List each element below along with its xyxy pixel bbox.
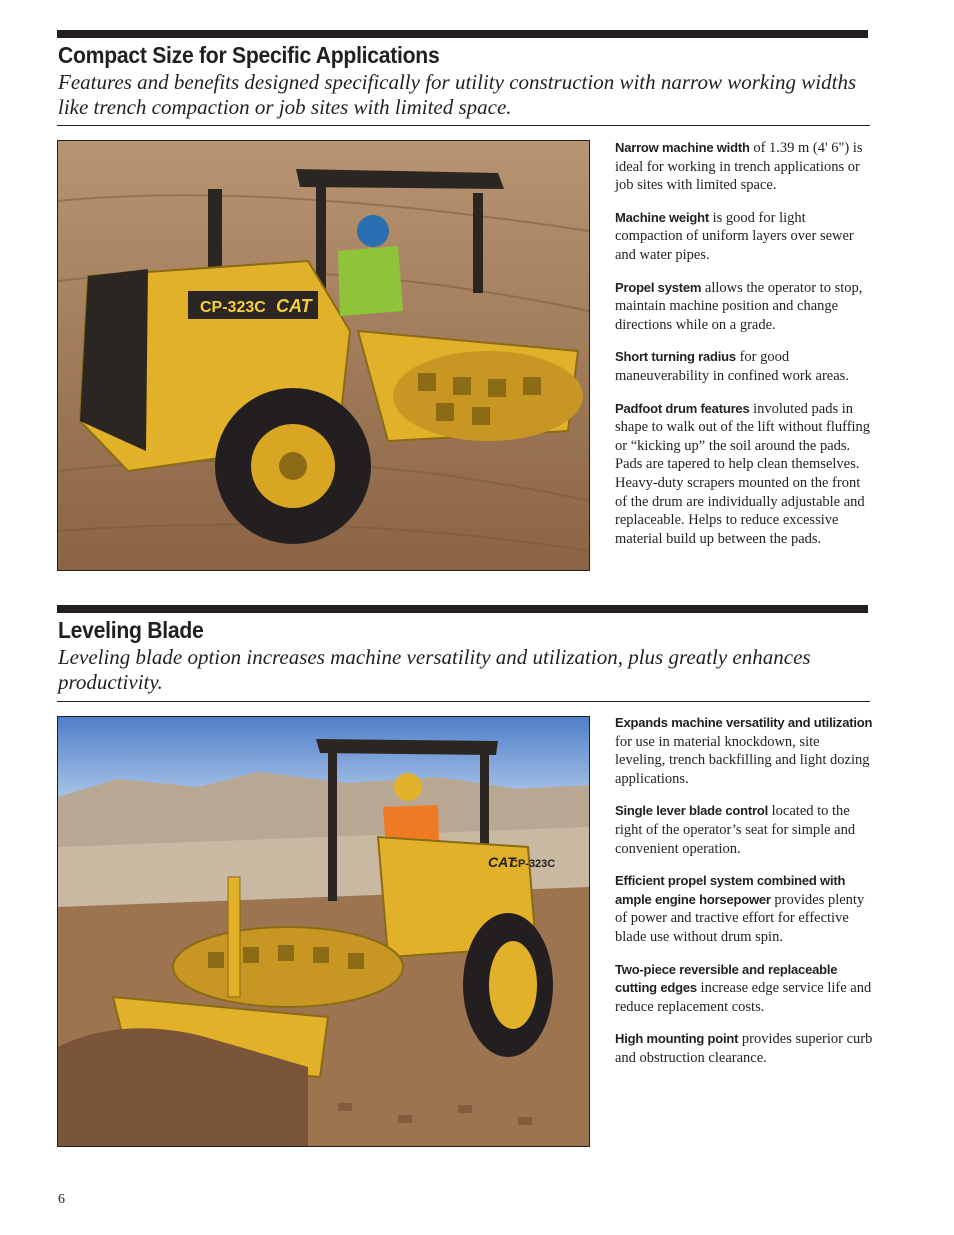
feature-term: Expands machine versatility and utilization xyxy=(615,715,873,730)
feature-text: is good for light compaction of uniform layers over sewer and water pipes. xyxy=(615,209,854,263)
feature-list xyxy=(615,139,873,562)
feature-text: provides superior curb and obstruction clearance. xyxy=(615,1031,873,1066)
feature-text: provides plenty of power and tractive effort for effective blade use without drum spin. xyxy=(615,891,865,945)
feature-term: Machine weight xyxy=(615,209,709,225)
cat-logo: CAT xyxy=(488,854,516,870)
leveling-blade-photo xyxy=(57,716,590,1147)
section-top-bar xyxy=(57,605,868,613)
feature-item xyxy=(615,348,873,385)
model-decal: CP-323C xyxy=(510,858,556,870)
feature-term: Efficient propel system combined with ample engine horsepower xyxy=(615,873,846,907)
feature-item xyxy=(615,961,873,1017)
feature-term: High mounting point xyxy=(615,1031,739,1047)
feature-item xyxy=(615,209,873,265)
section-divider xyxy=(57,125,870,126)
section-title: Leveling Blade xyxy=(58,617,204,643)
feature-term: Short turning radius xyxy=(615,349,736,365)
feature-term: Two-piece reversible and replaceable cutting edges xyxy=(615,961,838,996)
feature-text: located to the right of the operator’s seat for simple and convenient operation. xyxy=(615,803,856,857)
feature-item xyxy=(615,1030,873,1067)
feature-item xyxy=(615,714,873,788)
section-divider xyxy=(57,701,870,702)
feature-text: involuted pads in shape to walk out of the lift without fluffing or “kicking up” the soil around the pads. Pads are tapered to help clean themselves. Heavy-duty scrapers mounted on the front of the drum are individually adjustable and replaceable. Helps to reduce excessive material build up between the pads. xyxy=(615,400,871,547)
page-number: 6 xyxy=(58,1192,65,1207)
feature-text: for good maneuverability in confined work areas. xyxy=(615,349,849,384)
feature-item xyxy=(615,139,873,195)
feature-item xyxy=(615,400,873,549)
feature-text: allows the operator to stop, maintain machine position and change directions while on a grade. xyxy=(615,279,863,333)
feature-text: of 1.39 m (4' 6") is ideal for working in trench applications or job sites with limited space. xyxy=(615,140,863,194)
feature-item xyxy=(615,802,873,858)
feature-term: Padfoot drum features xyxy=(615,400,750,416)
feature-term: Propel system xyxy=(615,279,702,295)
section-subtitle: Features and benefits designed specifically for utility construction with narrow working widths like trench compaction or job sites with limited space. xyxy=(58,70,857,119)
feature-list xyxy=(615,714,873,1082)
section-subtitle: Leveling blade option increases machine versatility and utilization, plus greatly enhances productivity. xyxy=(58,645,811,694)
feature-text: increase edge service life and reduce replacement costs. xyxy=(615,980,872,1015)
feature-text: for use in material knockdown, site leveling, trench backfilling and light dozing applications. xyxy=(615,733,870,787)
feature-term: Single lever blade control xyxy=(615,803,769,819)
compactor-photo xyxy=(57,140,590,571)
feature-item xyxy=(615,872,873,946)
feature-term: Narrow machine width xyxy=(615,140,750,155)
feature-item xyxy=(615,279,873,335)
section-top-bar xyxy=(57,30,868,38)
model-decal: CP-323C xyxy=(200,299,266,316)
section-title: Compact Size for Specific Applications xyxy=(58,42,440,68)
cat-logo: CAT xyxy=(276,296,312,316)
